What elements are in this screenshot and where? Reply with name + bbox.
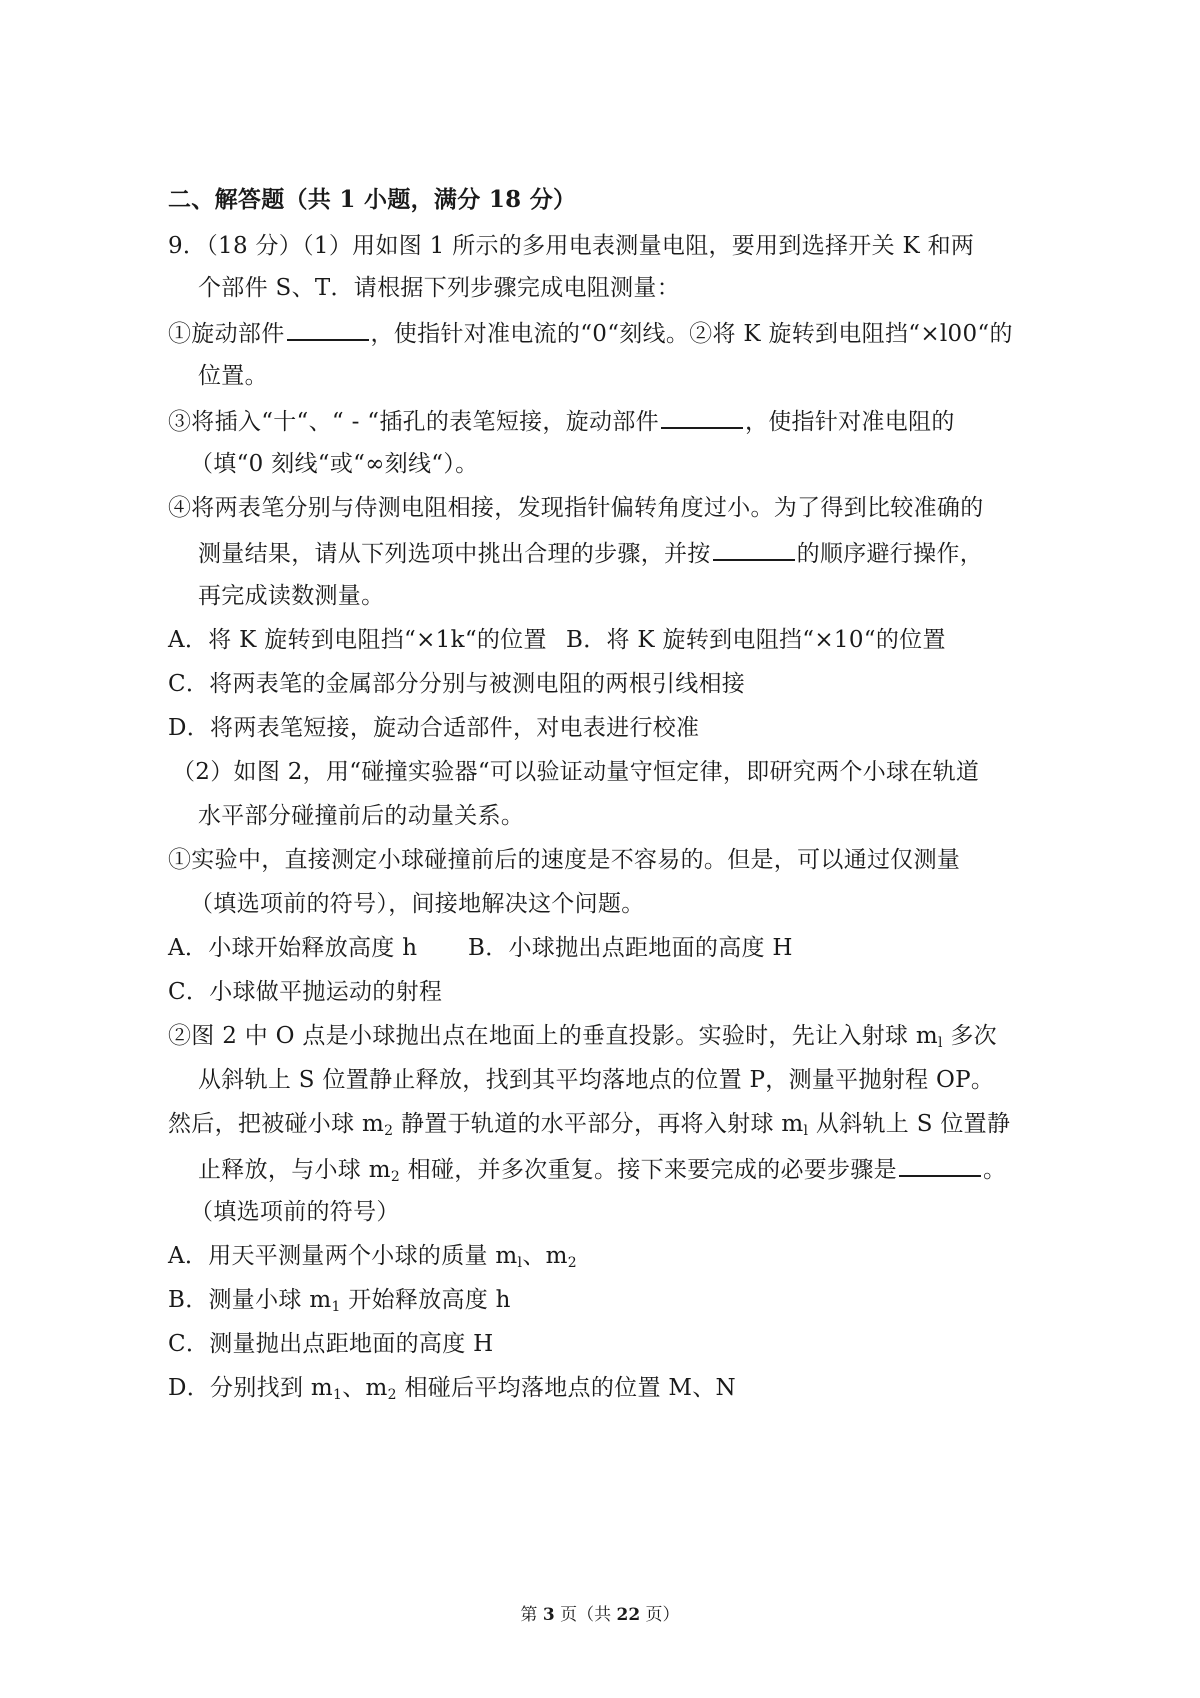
option-2b: B．小球抛出点距地面的高度 H [468,935,793,961]
option-1c: C．将两表笔的金属部分分别与被测电阻的两根引线相接 [168,671,746,697]
subscript: 2 [390,1169,401,1185]
option-2a: A．小球开始释放高度 h [168,935,418,961]
option-1b: B．将 K 旋转到电阻挡“×10“的位置 [566,627,946,653]
step1-text-b: ，使指针对准电流的“0“刻线。②将 K 旋转到电阻挡“×l00“的 [370,321,1013,347]
subscript: 1 [332,1387,343,1403]
footer-middle: 页（共 [554,1605,617,1625]
step1-text-a: ①旋动部件 [168,321,285,347]
answer-blank-3 [713,537,795,561]
option-3d-text-c: 相碰后平均落地点的位置 M、N [396,1375,736,1401]
question-line-8 [198,537,983,569]
footer-suffix: 页） [640,1605,680,1625]
subscript: 2 [567,1255,577,1271]
part3-line-3-text-b: 静置于轨道的水平部分，再将入射球 m [393,1111,804,1137]
page-number: 3 [542,1605,555,1625]
question-line-1: 9．（18 分）（1）用如图 1 所示的多用电表测量电阻，要用到选择开关 K 和两 [168,233,975,259]
option-3d-text-b: 、m [342,1375,388,1401]
section-heading: 二、解答题（共 1 小题，满分 18 分） [168,186,577,213]
option-3d [168,1373,736,1403]
option-3a-text-a: A．用天平测量两个小球的质量 m [168,1243,518,1269]
total-pages: 22 [616,1605,641,1625]
answer-blank-1 [287,317,369,341]
question-line-4: 位置。 [198,363,268,389]
subscript: 2 [387,1387,397,1403]
question-line-3 [168,317,1013,349]
part3-line-4 [198,1153,1006,1185]
part3-line-5: （填选项前的符号） [190,1199,400,1225]
part2-line-4: （填选项前的符号），间接地解决这个问题。 [190,891,645,917]
option-3b-text-a: B．测量小球 m [168,1287,332,1313]
option-3d-text-a: D．分别找到 m [168,1375,333,1401]
part3-line-4-text-a: 止释放，与小球 m [198,1157,391,1183]
option-1a: A．将 K 旋转到电阻挡“×1k“的位置 [168,627,547,653]
part2-line-3: ①实验中，直接测定小球碰撞前后的速度是不容易的。但是，可以通过仅测量 [168,847,961,873]
part3-line-4-text-b: 相碰，并多次重复。接下来要完成的必要步骤是 [400,1157,897,1183]
question-line-5 [168,405,955,437]
part3-line-2: 从斜轨上 S 位置静止释放，找到其平均落地点的位置 P，测量平抛射程 OP。 [198,1067,995,1093]
question-line-7: ④将两表笔分别与侍测电阻相接，发现指针偏转角度过小。为了得到比较准确的 [168,495,984,521]
part3-line-1 [168,1021,997,1051]
part3-line-3-text-c: 从斜轨上 S 位置静 [808,1111,1011,1137]
option-3b [168,1285,511,1315]
option-2c: C．小球做平抛运动的射程 [168,979,443,1005]
option-3a [168,1241,577,1271]
subscript: l [803,1123,809,1139]
page-footer [0,1600,1200,1625]
question-line-9: 再完成读数测量。 [198,583,385,609]
part3-line-1-text-b: 多次 [942,1023,997,1049]
answer-blank-4 [899,1153,981,1177]
part2-line-2: 水平部分碰撞前后的动量关系。 [198,803,525,829]
option-3b-text-b: 开始释放高度 h [340,1287,511,1313]
footer-prefix: 第 [520,1605,543,1625]
subscript: l [517,1255,523,1271]
option-1d: D．将两表笔短接，旋动合适部件，对电表进行校准 [168,715,700,741]
part3-line-3 [168,1109,1010,1139]
subscript: 1 [331,1299,341,1315]
question-line-2: 个部件 S、T．请根据下列步骤完成电阻测量： [198,275,681,301]
subscript: 2 [384,1123,394,1139]
option-3c: C．测量抛出点距地面的高度 H [168,1331,494,1357]
part3-line-4-text-c: 。 [982,1157,1007,1183]
part3-line-1-text-a: ②图 2 中 O 点是小球抛出点在地面上的垂直投影。实验时，先让入射球 m [168,1023,938,1049]
option-3a-text-b: 、m [522,1243,568,1269]
step4-text-b: 的顺序避行操作， [796,541,984,567]
step4-text-a: 测量结果，请从下列选项中挑出合理的步骤，并按 [198,541,711,567]
step3-text-b: ，使指针对准电阻的 [744,409,955,435]
part2-line-1: （2）如图 2，用“碰撞实验器“可以验证动量守恒定律，即研究两个小球在轨道 [172,759,980,785]
part3-line-3-text-a: 然后，把被碰小球 m [168,1111,385,1137]
subscript: l [937,1035,943,1051]
question-line-6: （填“0 刻线“或“∞刻线“）。 [190,451,479,477]
step3-text-a: ③将插入“十“、“ - “插孔的表笔短接，旋动部件 [168,409,659,435]
answer-blank-2 [661,405,743,429]
